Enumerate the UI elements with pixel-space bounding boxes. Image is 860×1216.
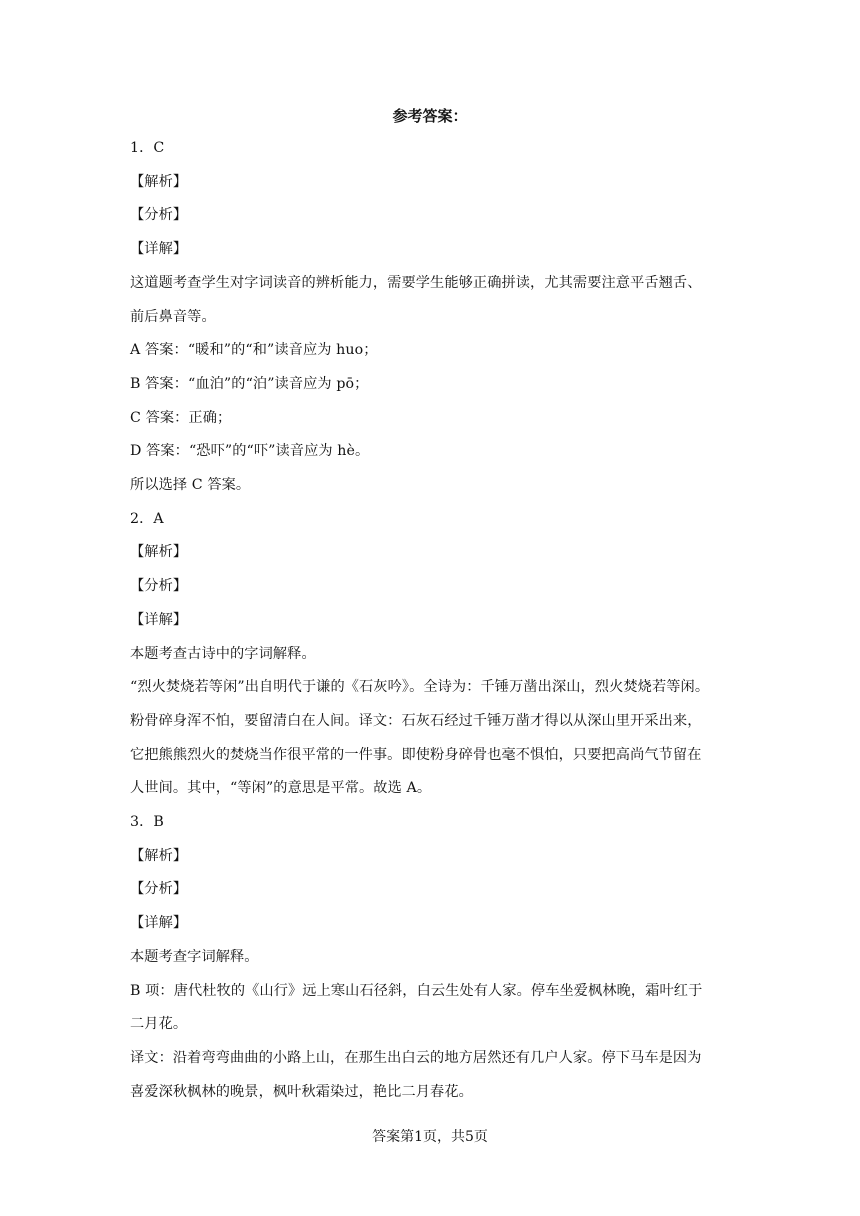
page-footer: 答案第1页，共5页: [372, 1129, 488, 1145]
text-line: 【解析】: [130, 847, 188, 864]
text-line: 二月花。: [130, 1016, 188, 1033]
text-line: D 答案：“恐吓”的“吓”读音应为 hè。: [130, 443, 370, 460]
text-line: A 答案：“暖和”的“和”读音应为 huo；: [130, 342, 378, 359]
text-line: 【详解】: [130, 915, 188, 932]
text-line: B 项：唐代杜牧的《山行》远上寒山石径斜，白云生处有人家。停车坐爱枫林晚，霜叶红于: [130, 982, 703, 999]
text-line: 它把熊熊烈火的焚烧当作很平常的一件事。即使粉身碎骨也毫不惧怕，只要把高尚气节留在: [130, 746, 702, 763]
text-line: 所以选择 C 答案。: [130, 477, 251, 494]
text-line: 本题考查古诗中的字词解释。: [130, 645, 316, 662]
text-line: C 答案：正确；: [130, 409, 232, 426]
text-line: 【详解】: [130, 241, 188, 258]
answer-content: [130, 132, 740, 1109]
text-line: 前后鼻音等。: [130, 308, 216, 325]
text-line: B 答案：“血泊”的“泊”读音应为 pō；: [130, 375, 369, 392]
text-line: 1．C: [130, 140, 165, 156]
text-line: 【分析】: [130, 578, 188, 595]
text-line: “烈火焚烧若等闲”出自明代于谦的《石灰吟》。全诗为：千锤万凿出深山，烈火焚烧若等闲。: [130, 679, 710, 696]
text-line: 译文：沿着弯弯曲曲的小路上山，在那生出白云的地方居然还有几户人家。停下马车是因为: [130, 1049, 702, 1066]
text-line: 这道题考查学生对字词读音的辨析能力，需要学生能够正确拼读，尤其需要注意平舌翘舌、: [130, 274, 702, 291]
text-line: 粉骨碎身浑不怕，要留清白在人间。译文：石灰石经过千锤万凿才得以从深山里开采出来，: [130, 712, 702, 729]
text-line: 【分析】: [130, 207, 188, 224]
text-line: 【解析】: [130, 173, 188, 190]
text-line: 3．B: [130, 814, 164, 831]
text-line: 【分析】: [130, 881, 188, 898]
text-line: 【详解】: [130, 611, 188, 628]
text-line: 【解析】: [130, 544, 188, 561]
page-title: 参考答案：: [392, 107, 468, 125]
text-line: 喜爱深秋枫林的晚景，枫叶秋霜染过，艳比二月春花。: [130, 1083, 473, 1100]
text-line: 人世间。其中，“等闲”的意思是平常。故选 A。: [130, 780, 432, 797]
text-line: 2．A: [130, 510, 164, 527]
text-line: 本题考查字词解释。: [130, 948, 259, 965]
